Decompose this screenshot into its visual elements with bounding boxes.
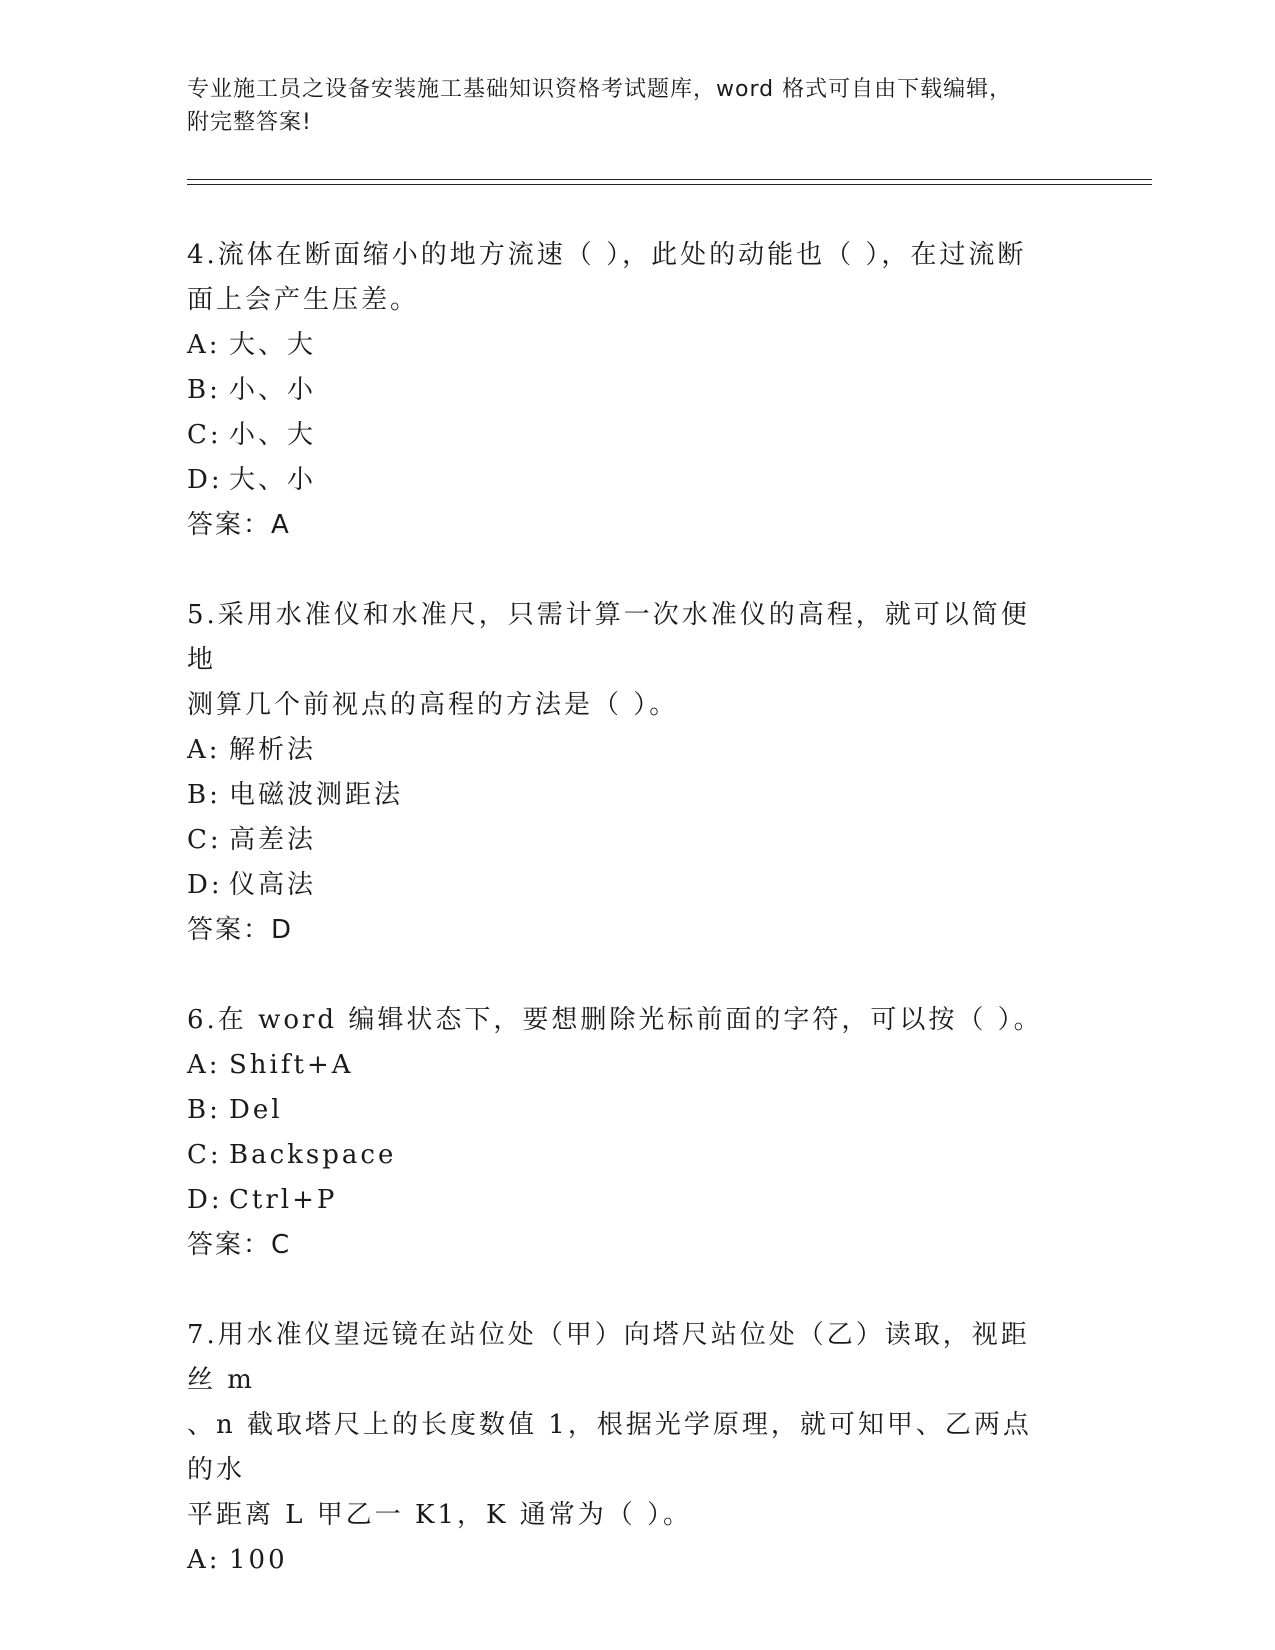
option-letter: A: xyxy=(187,735,221,765)
option-letter: D: xyxy=(187,1185,223,1215)
option-letter: D: xyxy=(187,870,223,900)
header-line-1: 专业施工员之设备安装施工基础知识资格考试题库，word 格式可自由下载编辑， xyxy=(187,77,1013,102)
option-b xyxy=(187,1088,1087,1133)
question-6 xyxy=(187,998,1087,1268)
question-4 xyxy=(187,233,1087,548)
answer-line: 答案：A xyxy=(187,510,291,540)
option-letter: C: xyxy=(187,825,222,855)
question-list xyxy=(187,233,1087,1628)
option-text: 大、大 xyxy=(229,330,317,360)
option-a xyxy=(187,1043,1087,1088)
stem-line: 面上会产生压差。 xyxy=(187,285,420,315)
question-stem xyxy=(187,1313,1057,1538)
option-letter: C: xyxy=(187,420,222,450)
option-a xyxy=(187,728,1087,773)
option-text: 小、小 xyxy=(229,375,317,405)
stem-line: 6.在 word 编辑状态下，要想删除光标前面的字符，可以按（ ）。 xyxy=(187,1005,1043,1035)
stem-line: 测算几个前视点的高程的方法是（ ）。 xyxy=(187,690,679,720)
answer-line: 答案：C xyxy=(187,1230,292,1260)
option-text: 小、大 xyxy=(229,420,317,450)
option-text: Ctrl+P xyxy=(229,1185,338,1215)
stem-line: 、n 截取塔尺上的长度数值 1，根据光学原理，就可知甲、乙两点的水 xyxy=(187,1410,1032,1485)
question-stem xyxy=(187,593,1057,728)
option-text: 100 xyxy=(229,1545,288,1575)
option-letter: B: xyxy=(187,780,221,810)
option-text: 解析法 xyxy=(229,735,317,765)
option-a xyxy=(187,323,1087,368)
document-header xyxy=(187,73,1067,139)
option-text: 仪高法 xyxy=(229,870,317,900)
header-divider-top xyxy=(187,179,1152,180)
option-c xyxy=(187,1133,1087,1178)
option-letter: B: xyxy=(187,1095,221,1125)
stem-line: 4.流体在断面缩小的地方流速（ ），此处的动能也（ ），在过流断 xyxy=(187,240,1027,270)
question-5 xyxy=(187,593,1087,953)
option-letter: A: xyxy=(187,1050,221,1080)
stem-line: 5.采用水准仪和水准尺，只需计算一次水准仪的高程，就可以简便地 xyxy=(187,600,1030,675)
option-a xyxy=(187,1538,1087,1583)
option-letter: D: xyxy=(187,465,223,495)
question-stem xyxy=(187,998,1057,1043)
option-c xyxy=(187,413,1087,458)
option-text: Del xyxy=(229,1095,283,1125)
stem-line: 平距离 L 甲乙一 K1，K 通常为（ ）。 xyxy=(187,1500,692,1530)
option-text: 电磁波测距法 xyxy=(229,780,404,810)
stem-line: 7.用水准仪望远镜在站位处（甲）向塔尺站位处（乙）读取，视距丝 m xyxy=(187,1320,1030,1395)
header-line-2: 附完整答案! xyxy=(187,110,312,135)
option-text: 大、小 xyxy=(229,465,317,495)
answer-line: 答案：D xyxy=(187,915,294,945)
option-text: Backspace xyxy=(229,1140,397,1170)
option-b xyxy=(187,773,1087,818)
option-letter: A: xyxy=(187,330,221,360)
header-divider-bottom xyxy=(187,184,1152,185)
question-7 xyxy=(187,1313,1087,1583)
option-d xyxy=(187,1178,1087,1223)
option-b xyxy=(187,368,1087,413)
option-letter: C: xyxy=(187,1140,222,1170)
option-c xyxy=(187,818,1087,863)
option-letter: B: xyxy=(187,375,221,405)
option-text: Shift+A xyxy=(229,1050,354,1080)
option-d xyxy=(187,458,1087,503)
option-text: 高差法 xyxy=(229,825,317,855)
option-d xyxy=(187,863,1087,908)
option-letter: A: xyxy=(187,1545,221,1575)
question-stem xyxy=(187,233,1057,323)
